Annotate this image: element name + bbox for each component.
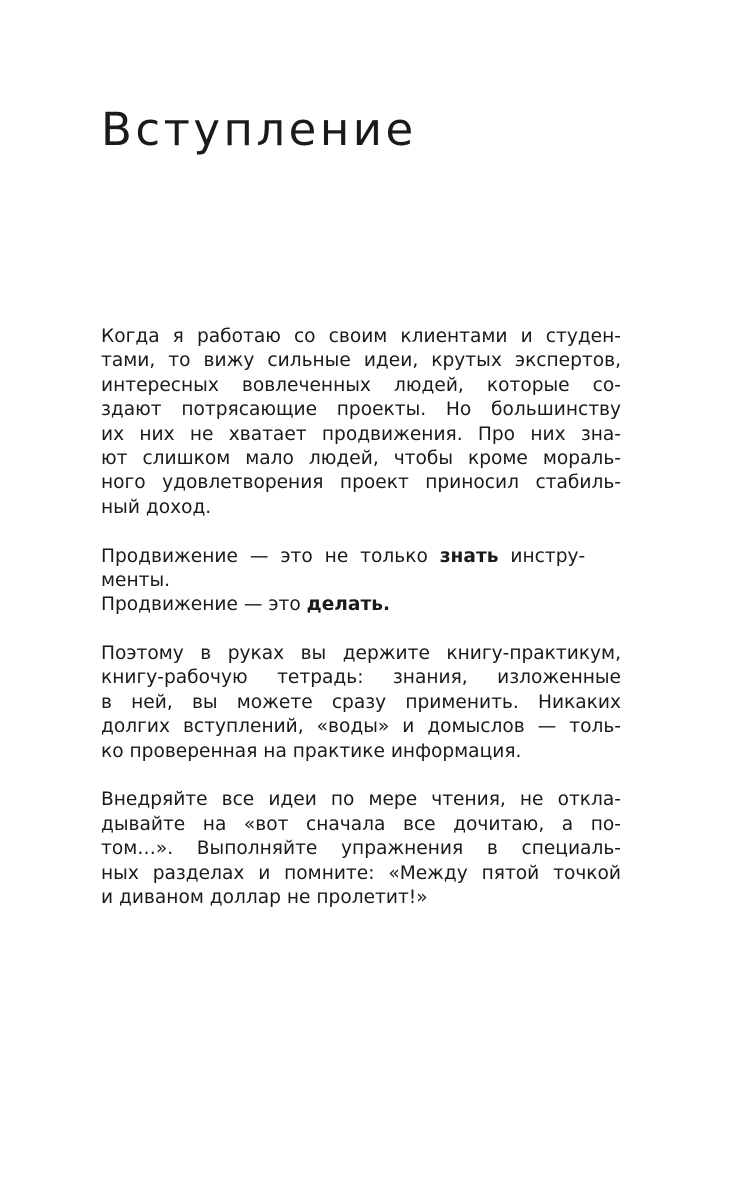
text-line: и диваном доллар не пролетит!»: [101, 886, 428, 908]
text-line: ный доход.: [101, 496, 212, 518]
text-line: книгу-рабочую тетрадь: знания, изложенные: [101, 667, 621, 689]
text-line: ют слишком мало людей, чтобы кроме мораль-: [101, 447, 621, 469]
text-line: [101, 593, 621, 617]
text-line: Внедряйте все идеи по мере чтения, не откла-: [101, 789, 621, 811]
text-line: Когда я работаю со своим клиентами и студен-: [101, 326, 621, 347]
text-line: ного удовлетворения проект приносил стабиль-: [101, 472, 621, 494]
text-line: их них не хватает продвижения. Про них зна-: [101, 423, 621, 445]
text-line: дывайте на «вот сначала все дочитаю, а по-: [101, 813, 621, 835]
chapter-title: Вступление: [101, 103, 417, 156]
text-line: Поэтому в руках вы держите книгу-практикум,: [101, 643, 621, 665]
body-text: [101, 325, 621, 935]
text-line: здают потрясающие проекты. Но большинству: [101, 399, 621, 421]
text-line: ко проверенная на практике информация.: [101, 740, 522, 762]
text-line: тами, то вижу сильные идеи, крутых экспертов,: [101, 350, 621, 372]
paragraph-2: [101, 545, 621, 618]
text-line: в ней, вы можете сразу применить. Никаких: [101, 691, 621, 713]
bold-word-know: знать: [439, 545, 499, 567]
text-line: интересных вовлеченных людей, которые со-: [101, 374, 621, 396]
bold-word-do: делать.: [306, 594, 391, 616]
text-segment: Продвижение — это: [101, 594, 307, 616]
text-line: [101, 545, 621, 569]
text-segment: Продвижение — это не только: [101, 545, 440, 567]
paragraph-3: [101, 642, 621, 764]
paragraph-1: [101, 325, 621, 520]
text-segment: инстру-: [498, 545, 586, 567]
text-line: менты.: [101, 569, 171, 591]
text-line: долгих вступлений, «воды» и домыслов — толь-: [101, 716, 621, 738]
paragraph-4: [101, 788, 621, 910]
text-line: том…». Выполняйте упражнения в специаль-: [101, 838, 621, 860]
text-line: ных разделах и помните: «Между пятой точкой: [101, 862, 621, 884]
